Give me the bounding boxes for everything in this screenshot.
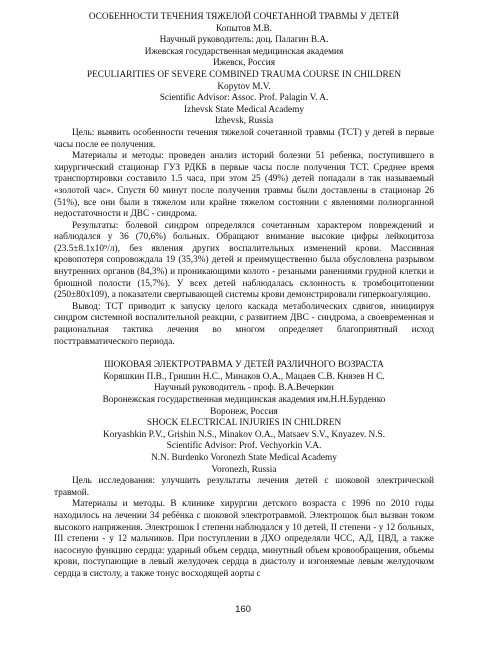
article1-title-ru: ОСОБЕННОСТИ ТЕЧЕНИЯ ТЯЖЕЛОЙ СОЧЕТАННОЙ ТРАВМЫ У ДЕТЕЙ (88, 12, 400, 22)
article2-institution-en: N.N. Burdenko Voronezh State Medical Academy (151, 452, 337, 463)
article1-paragraph: Материалы и методы: проведен анализ историй болезни 51 ребенка, поступившего в хирургический стационар ГУЗ РДКБ в первые часы после получения ТСТ. Среднее время транспортировки составило 1.5 часа, при этом 25 (49%) детей попадали в так называемый «золотой час». Спустя 60 минут после получения травмы были доставлены в стационар 26 (51%), все они были в тяжелом или крайне тяжелом состоянии с явлениями полиорганной недостаточности и ДВС - синдрома. (54, 151, 434, 220)
article1-institution-en: Izhevsk State Medical Academy (183, 104, 305, 115)
article2-paragraph: Материалы и методы. В клинике хирургии детского возраста с 1996 по 2010 годы находилось на лечении 34 ребёнка с шоковой электротравмой. Электрошок был вызван током высокого напряжения. Электрошок I степени наблюдался у 10 детей, II степени - у 12 больных, III степени - у 12 мальчиков. При поступлении в ДХО определяли ЧСС, АД, ЦВД, а также насосную функцию сердца: ударный объем сердца, минутный объем кровообращения, объемы крови, поступающие в левый желудочек сердца в диастолу и изгоняемые левым желудочком сердца в систолу, а также тонус восходящей аорты с (54, 499, 434, 579)
article2-city-ru: Воронеж, Россия (210, 406, 278, 417)
article1-title-en: PECULIARITIES OF SEVERE COMBINED TRAUMA COURSE IN CHILDREN (86, 69, 402, 80)
article1-city-ru: Ижевск, Россия (212, 58, 276, 69)
article1-advisor-en: Scientific Advisor: Assoc. Prof. Palagin V. A. (159, 93, 329, 104)
article1-paragraph: Результаты: болевой синдром определялся сочетанным характером повреждений и наблюдался у 36 (70,6%) больных. Обращают внимание высокие цифры лейкоцитоза (23.5±8.1x10⁹/л), без явления других воспалительных изменений крови. Массивная кровопотеря сопровождала 19 (35,3%) детей и преимущественно была обусловлена разрывом внутренних органов (84,3%) и проникающими колото - резаными ранениями грудной клетки и брюшной полости (15,7%). У всех детей наблюдалась склонность к тромбоцитопении (250±80x109), а показатели свертывающей системы крови демонстрировали гиперкоагуляцию. (54, 220, 434, 301)
article2-paragraph: Цель исследования: улучшить результаты лечения детей с шоковой электрической травмой. (54, 476, 434, 498)
article2-city-en: Voronezh, Russia (211, 464, 277, 475)
document-page (54, 12, 434, 581)
article1-author-ru: Копытов М.В. (215, 23, 273, 34)
article1-paragraph: Цель: выявить особенности течения тяжелой сочетанной травмы (ТСТ) у детей в первые часы после ее получения. (54, 127, 434, 150)
article1-institution-ru: Ижевская государственная медицинская академия (144, 46, 344, 57)
section-divider (54, 348, 434, 360)
article1-city-en: Izhevsk, Russia (214, 116, 274, 127)
article2-authors-en: Koryashkin P.V., Grishin N.S., Minakov O.A., Matsaev S.V., Knyazev. N.S. (102, 429, 386, 440)
article2-title-en: SHOCK ELECTRICAL INJURIES IN CHILDREN (146, 418, 342, 429)
article1-advisor-ru: Научный руководитель: доц. Палагин В.А. (159, 35, 329, 46)
article2-advisor-en: Scientific Advisor: Prof. Vechyorkin V.A. (166, 441, 322, 452)
article1-paragraph: Вывод: ТСТ приводит к запуску целого каскада метаболических сдвигов, инициируя синдром системной воспалительной реакции, с развитием ДВС - синдрома, а своевременная и рациональная тактика лечения во многом определяет благоприятный исход посттравматического периода. (54, 301, 434, 347)
article2-advisor-ru: Научный руководитель - проф. В.А.Вечеркин (154, 383, 334, 394)
page-number: 160 (235, 604, 251, 615)
article2-title-ru: ШОКОВАЯ ЭЛЕКТРОТРАВМА У ДЕТЕЙ РАЗЛИЧНОГО ВОЗРАСТА (104, 360, 384, 371)
article2-authors-ru: Коряшкин П.В., Гришин Н.С., Минаков О.А., Мацаев С.В. Князев Н С. (103, 371, 385, 382)
article2-institution-ru: Воронежская государственная медицинская академия им.Н.Н.Бурденко (102, 395, 386, 405)
article1-author-en: Kopytov M.V. (217, 81, 271, 92)
